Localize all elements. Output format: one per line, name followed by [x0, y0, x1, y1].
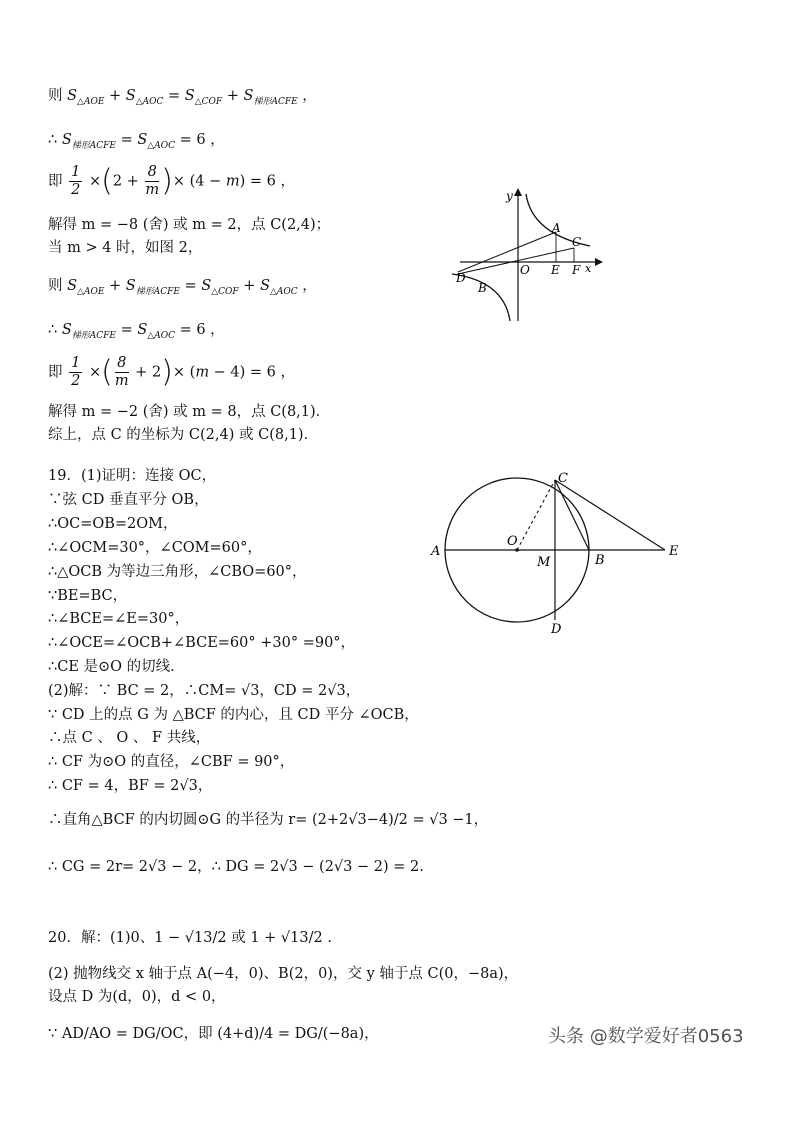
- q19-line-7: ∴∠BCE=∠E=30°，: [48, 611, 190, 627]
- fig1-label: y: [506, 189, 513, 203]
- q20-line-4: ∵ AD/AO = DG/OC，即 (4+d)/4 = DG/(−8a)，: [48, 1026, 379, 1042]
- line-3-eq: 即 $\frac{1}{2}$ ×(2 + $\frac{8}{m}$ )× (4 − m) = 6 ，: [48, 163, 296, 199]
- fig2-label: A: [431, 544, 441, 559]
- q19-line-1: 19．(1)证明：连接 OC，: [48, 468, 217, 484]
- figure-hyperbola: [450, 186, 610, 326]
- fig2-label: B: [595, 553, 605, 568]
- q20-line-1: 20．解：(1)0、1 − √13/2 或 1 + √13/2 .: [48, 930, 332, 946]
- fig1-label: F: [572, 263, 581, 277]
- fig2-label: C: [558, 471, 568, 486]
- watermark: 头条 @数学爱好者0563: [548, 1026, 744, 1047]
- line-9: 解得 m = −2 (舍) 或 m = 8，点 C(8,1)．: [48, 404, 331, 420]
- fig1-label: C: [572, 235, 582, 249]
- line-1: 则 $S_{\triangle AOE} + S_{\triangle AOC} = S_{\triangle COF} + S_{梯形ACFE}$ ，: [48, 88, 317, 107]
- line-4: 解得 m = −8 (舍) 或 m = 2，点 C(2,4)；: [48, 217, 331, 233]
- line-8-eq: 即 $\frac{1}{2}$ ×( $\frac{8}{m}$ + 2)× (m − 4) = 6 ，: [48, 354, 296, 390]
- q19-line-4: ∴∠OCM=30°，∠COM=60°，: [48, 540, 262, 556]
- q19-line-11: ∵ CD 上的点 G 为 △BCF 的内心，且 CD 平分 ∠OCB，: [48, 707, 419, 723]
- line-7: ∴ $S_{梯形ACFE} = S_{\triangle AOC} = 6$ ，: [48, 322, 225, 341]
- q20-line-3: 设点 D 为(d，0)，d < 0，: [48, 989, 226, 1005]
- fig1-label: O: [520, 263, 530, 277]
- q19-line-6: ∵BE=BC，: [48, 588, 128, 604]
- q19-line-13: ∴ CF 为⊙O 的直径，∠CBF = 90°，: [48, 754, 295, 770]
- line-5: 当 m > 4 时，如图 2，: [48, 240, 203, 256]
- q19-line-8: ∴∠OCE=∠OCB+∠BCE=60° +30° =90°，: [48, 635, 356, 651]
- q19-line-15: ∴直角△BCF 的内切圆⊙G 的半径为 r= (2+2√3−4)/2 = √3 −1，: [48, 812, 489, 828]
- fig2-label: D: [551, 622, 562, 637]
- fig1-label: D: [456, 271, 466, 285]
- figure-circle: [425, 468, 695, 638]
- q19-line-2: ∵弦 CD 垂直平分 OB，: [48, 492, 209, 508]
- q19-line-12: ∴点 C 、 O 、 F 共线，: [48, 730, 211, 746]
- q20-line-2: (2) 抛物线交 x 轴于点 A(−4，0)、B(2，0)，交 y 轴于点 C(0，−8a)，: [48, 966, 519, 982]
- fig2-label: O: [507, 534, 518, 549]
- line-6: 则 $S_{\triangle AOE} + S_{梯形ACFE} = S_{\triangle COF} + S_{\triangle AOC}$ ，: [48, 278, 317, 297]
- line-10: 综上，点 C 的坐标为 C(2,4) 或 C(8,1)．: [48, 427, 319, 443]
- q19-line-3: ∴OC=OB=2OM，: [48, 516, 178, 532]
- fig1-label: x: [585, 262, 592, 275]
- q19-line-10: (2)解：∵ BC = 2，∴CM= √3，CD = 2√3，: [48, 683, 361, 699]
- q19-line-14: ∴ CF = 4，BF = 2√3，: [48, 778, 213, 794]
- line-2: ∴ $S_{梯形ACFE} = S_{\triangle AOC} = 6$ ，: [48, 132, 225, 151]
- fig1-label: A: [552, 221, 561, 235]
- fig1-label: E: [551, 263, 560, 277]
- fig2-label: E: [669, 544, 679, 559]
- fig1-label: B: [478, 281, 487, 295]
- fig2-label: M: [537, 555, 551, 570]
- q19-line-9: ∴CE 是⊙O 的切线.: [48, 659, 175, 675]
- q19-line-16: ∴ CG = 2r= 2√3 − 2，∴ DG = 2√3 − (2√3 − 2) = 2.: [48, 859, 424, 875]
- q19-line-5: ∴△OCB 为等边三角形，∠CBO=60°，: [48, 564, 307, 580]
